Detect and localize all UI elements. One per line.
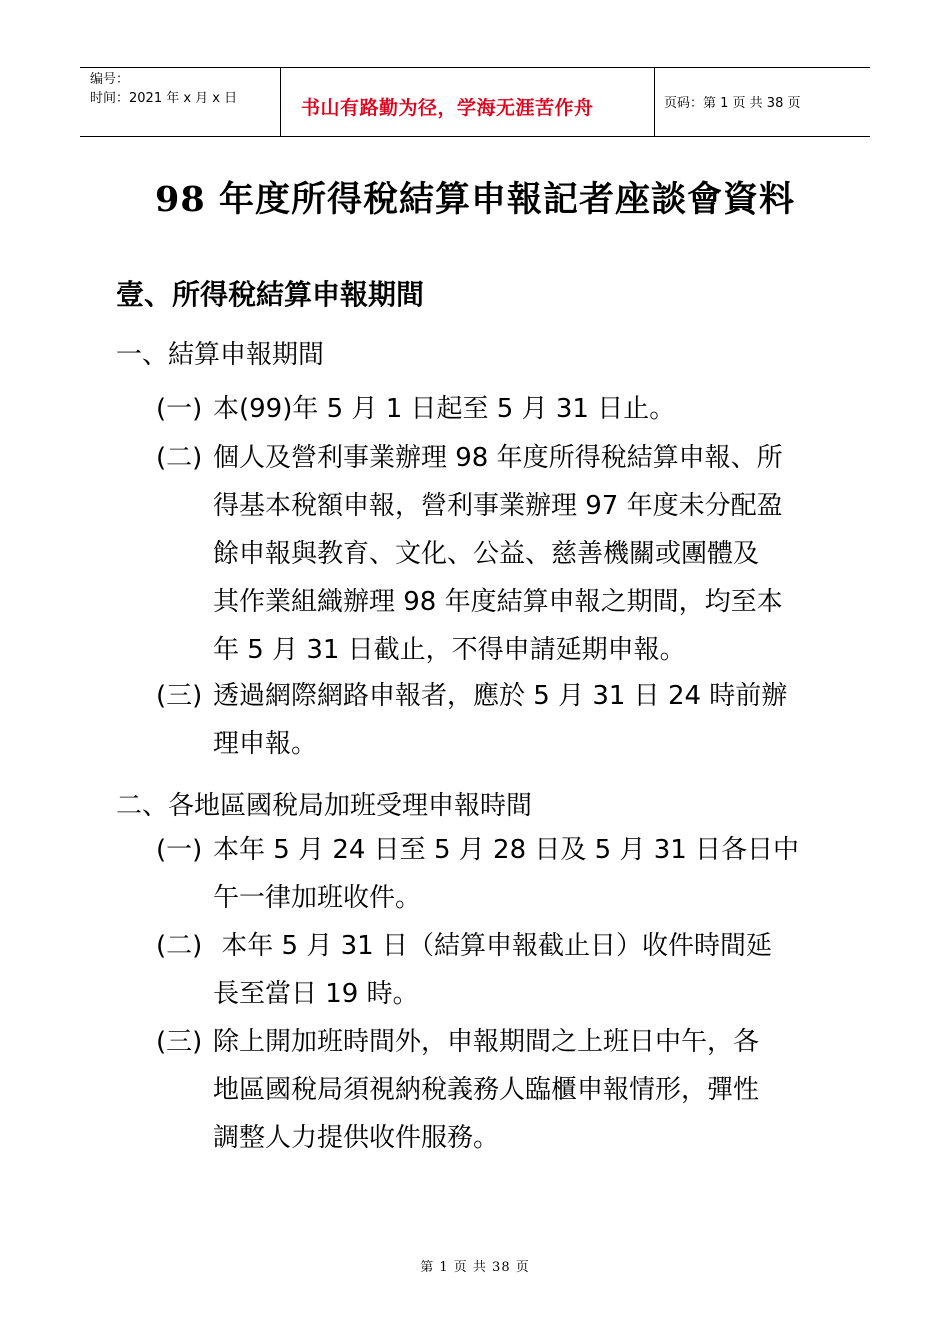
header-page-cell — [654, 68, 870, 136]
part2-item-1 — [156, 826, 846, 922]
item-marker: (一) — [156, 394, 203, 424]
item-line: 得基本稅額申報，營利事業辦理 97 年度未分配盈 — [213, 491, 783, 521]
item-line: 本年 5 月 31 日（結算申報截止日）收件時間延 — [213, 931, 772, 961]
part1-item-2 — [156, 434, 846, 674]
item-line: 本年 5 月 24 日至 5 月 28 日及 5 月 31 日各日中 — [213, 835, 800, 865]
section-heading: 壹、所得稅結算申報期間 — [116, 278, 425, 311]
item-marker: (三) — [156, 1027, 203, 1057]
item-line: 年 5 月 31 日截止，不得申請延期申報。 — [213, 635, 686, 665]
item-line: 其作業組織辦理 98 年度結算申報之期間，均至本 — [213, 587, 783, 617]
item-line: 除上開加班時間外，申報期間之上班日中午，各 — [213, 1027, 760, 1057]
item-marker: (三) — [156, 681, 203, 711]
item-marker: (二) — [156, 443, 203, 473]
header-motto-cell — [280, 68, 655, 136]
page-info: 页码：第 1 页 共 38 页 — [664, 96, 801, 111]
item-line: 午一律加班收件。 — [213, 883, 422, 913]
time-label: 时间：2021 年 x 月 x 日 — [90, 91, 238, 106]
part2-heading: 二、各地區國稅局加班受理申報時間 — [116, 791, 533, 821]
part1-item-1 — [156, 385, 846, 433]
item-marker: (二) — [156, 931, 203, 961]
item-line: 長至當日 19 時。 — [213, 979, 419, 1009]
item-line: 本(99)年 5 月 1 日起至 5 月 31 日止。 — [213, 394, 676, 424]
item-line: 餘申報與教育、文化、公益、慈善機關或團體及 — [213, 539, 760, 569]
item-line: 理申報。 — [213, 729, 318, 759]
number-label: 编号： — [90, 72, 130, 87]
page-footer: 第 1 页 共 38 页 — [420, 1260, 530, 1275]
part2-item-2 — [156, 922, 846, 1018]
item-marker: (一) — [156, 835, 203, 865]
document-header — [80, 67, 870, 137]
item-line: 個人及營利事業辦理 98 年度所得稅結算申報、所 — [213, 443, 783, 473]
part2-item-3 — [156, 1018, 846, 1162]
item-line: 透過網際網路申報者，應於 5 月 31 日 24 時前辦 — [213, 681, 788, 711]
header-meta-cell — [80, 68, 280, 136]
motto-text: 书山有路勤为径，学海无涯苦作舟 — [301, 97, 594, 119]
item-line: 地區國稅局須視納稅義務人臨櫃申報情形，彈性 — [213, 1075, 760, 1105]
part1-heading: 一、結算申報期間 — [116, 340, 325, 370]
item-line: 調整人力提供收件服務。 — [213, 1123, 500, 1153]
part1-item-3 — [156, 672, 846, 768]
document-title: 98 年度所得稅結算申報記者座談會資料 — [155, 179, 795, 220]
